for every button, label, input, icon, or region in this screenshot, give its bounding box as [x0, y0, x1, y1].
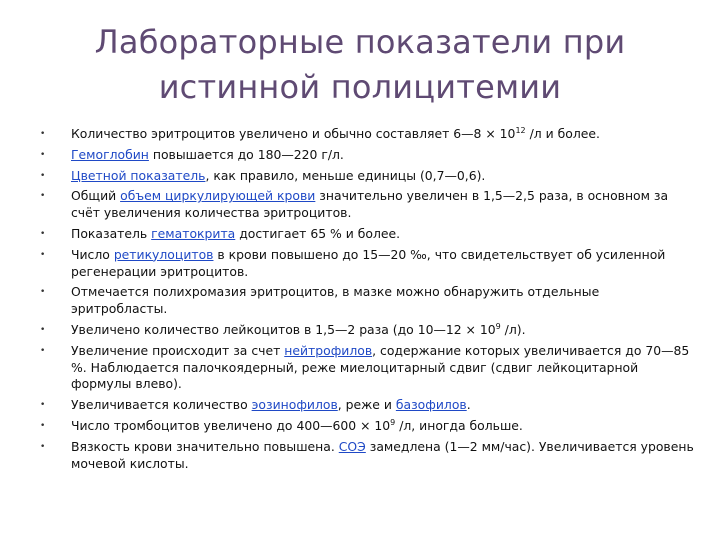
list-item-viscosity — [0, 439, 720, 473]
bullet-icon: • — [40, 191, 46, 202]
item-text: Увеличено количество лейкоцитов в 1,5—2 раза (до 10—12 × 10 — [71, 321, 496, 337]
exponent: 9 — [495, 321, 501, 331]
bullet-icon: • — [40, 228, 46, 239]
link-eosinophils[interactable]: эозинофилов — [251, 397, 338, 413]
item-text: значительно увеличен в 1,5—2,5 раза, в основном за счёт увеличения количества эритроцитов. — [71, 188, 669, 221]
bullet-icon: • — [40, 420, 46, 431]
item-text: замедлена (1—2 мм/час). Увеличивается уровень мочевой кислоты. — [71, 438, 694, 471]
bullet-icon: • — [40, 400, 46, 411]
list-item-eosinophils — [0, 397, 720, 414]
bullet-icon: • — [40, 345, 46, 356]
list-item-reticulocytes — [0, 247, 720, 281]
list-item-leukocytes — [0, 322, 720, 339]
slide-title — [60, 20, 660, 110]
item-text: /л). — [500, 321, 526, 337]
exponent: 9 — [390, 417, 396, 427]
list-item-erythrocytes — [0, 126, 720, 143]
link-reticulocytes[interactable]: ретикулоцитов — [113, 246, 214, 262]
title-line-1: Лабораторные показатели при — [94, 23, 626, 61]
bullet-icon: • — [40, 149, 46, 160]
item-text: в крови повышено до 15—20 ‰, что свидетельствует об усиленной регенерации эритроцитов. — [71, 246, 666, 279]
item-text: повышается до 180—220 г/л. — [148, 146, 344, 162]
item-text: Общий — [71, 188, 121, 204]
link-neutrophils[interactable]: нейтрофилов — [284, 342, 373, 358]
bullet-icon: • — [40, 324, 46, 335]
list-item-platelets — [0, 418, 720, 435]
link-color-index[interactable]: Цветной показатель — [71, 167, 206, 183]
item-text: Отмечается полихромазия эритроцитов, в мазке можно обнаружить отдельные эритробласты. — [71, 284, 600, 317]
item-text: . — [466, 397, 471, 413]
list-item-hemoglobin — [0, 147, 720, 164]
exponent: 12 — [515, 125, 526, 135]
link-hematocrit[interactable]: гематокрита — [151, 225, 236, 241]
item-text: Количество эритроцитов увеличено и обычно составляет 6—8 × 10 — [71, 126, 516, 141]
item-text: Увеличивается количество — [71, 397, 252, 413]
list-item-hematocrit — [0, 226, 720, 243]
item-text: Вязкость крови значительно повышена. — [71, 438, 339, 454]
title-line-2: истинной полицитемии — [158, 68, 562, 106]
item-text: , содержание которых увеличивается до 70—85 %. Наблюдается палочкоядерный, реже миелоцитарный сдвиг (сдвиг лейкоцитарной формулы влево). — [71, 342, 690, 392]
item-text: Увеличение происходит за счет — [71, 342, 285, 358]
item-text: Показатель — [71, 225, 152, 241]
list-item-polychromasia — [0, 284, 720, 318]
list-item-color-index — [0, 168, 720, 185]
link-blood-volume[interactable]: объем циркулирующей крови — [120, 188, 316, 204]
bullet-icon: • — [40, 287, 46, 298]
bullet-list — [0, 126, 720, 476]
item-text: , как правило, меньше единицы (0,7—0,6). — [205, 167, 486, 183]
link-esr[interactable]: СОЭ — [338, 438, 366, 454]
item-text: Число — [71, 246, 114, 262]
list-item-neutrophils — [0, 343, 720, 393]
bullet-icon: • — [40, 441, 46, 452]
item-text: , реже и — [337, 397, 396, 413]
list-item-blood-volume — [0, 188, 720, 222]
item-text: /л и более. — [525, 126, 600, 141]
link-basophils[interactable]: базофилов — [395, 397, 467, 413]
bullet-icon: • — [40, 170, 46, 181]
item-text: Число тромбоцитов увеличено до 400—600 × 10 — [71, 417, 391, 433]
item-text: достигает 65 % и более. — [235, 225, 401, 241]
bullet-icon: • — [40, 249, 46, 260]
link-hemoglobin[interactable]: Гемоглобин — [71, 146, 149, 162]
item-text: /л, иногда больше. — [395, 417, 523, 433]
bullet-icon: • — [40, 129, 46, 139]
